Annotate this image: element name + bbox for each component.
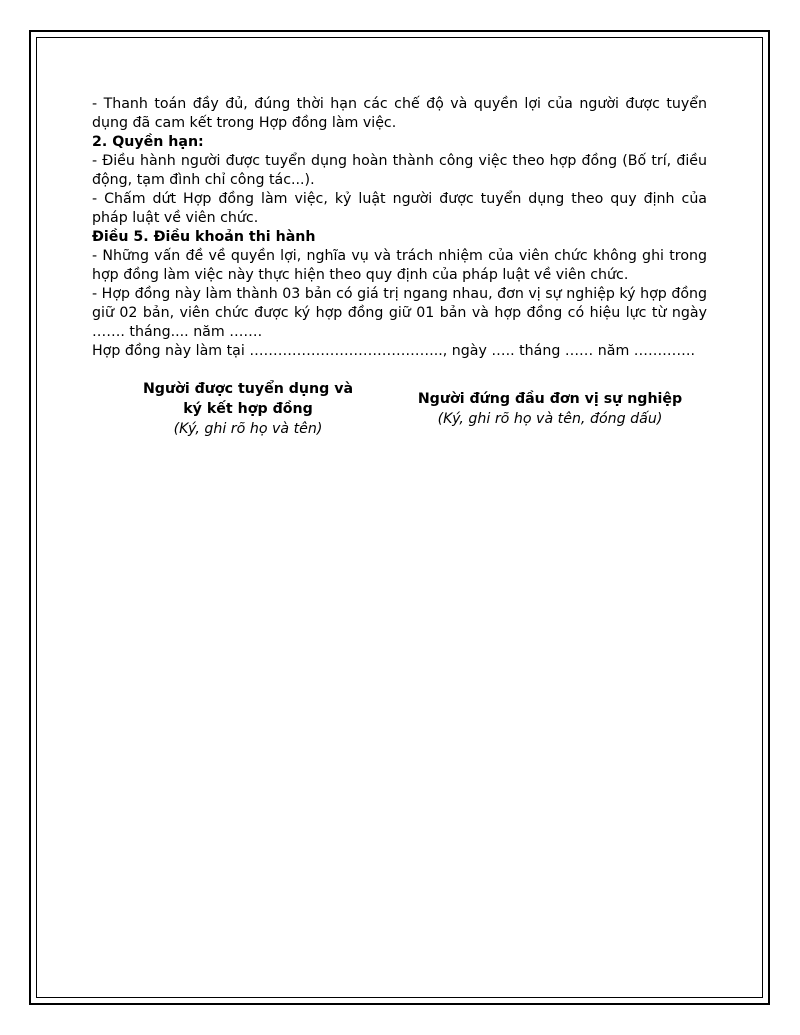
signature-role: Người đứng đầu đơn vị sự nghiệp bbox=[417, 391, 683, 407]
signature-block-head bbox=[400, 389, 700, 429]
heading-article-5: Điều 5. Điều khoản thi hành bbox=[92, 229, 316, 245]
document-body bbox=[92, 95, 707, 361]
signature-note: (Ký, ghi rõ họ và tên) bbox=[173, 421, 323, 437]
heading-rights: 2. Quyền hạn: bbox=[92, 134, 204, 150]
signature-role-line1: Người được tuyển dụng và bbox=[142, 381, 354, 397]
paragraph-other-issues: - Những vấn đề về quyền lợi, nghĩa vụ và trách nhiệm của viên chức không ghi trong hợp đồng làm việc này thực hiện theo quy định của pháp luật về viên chức. bbox=[92, 248, 707, 283]
paragraph-place-date: Hợp đồng này làm tại ………………………………….., ngày ….. tháng …… năm …………. bbox=[92, 343, 696, 359]
paragraph-copies: - Hợp đồng này làm thành 03 bản có giá trị ngang nhau, đơn vị sự nghiệp ký hợp đồng giữ 02 bản, viên chức được ký hợp đồng giữ 01 bản và hợp đồng có hiệu lực từ ngày ……. tháng.... năm ……. bbox=[92, 286, 707, 340]
signature-block-employee bbox=[120, 379, 376, 439]
signature-note: (Ký, ghi rõ họ và tên, đóng dấu) bbox=[437, 411, 663, 427]
signature-role-line2: ký kết hợp đồng bbox=[183, 401, 313, 417]
paragraph-payment: - Thanh toán đầy đủ, đúng thời hạn các chế độ và quyền lợi của người được tuyển dụng đã cam kết trong Hợp đồng làm việc. bbox=[92, 96, 707, 131]
paragraph-manage: - Điều hành người được tuyển dụng hoàn thành công việc theo hợp đồng (Bố trí, điều động, tạm đình chỉ công tác...). bbox=[92, 153, 707, 188]
paragraph-terminate: - Chấm dứt Hợp đồng làm việc, kỷ luật người được tuyển dụng theo quy định của pháp luật về viên chức. bbox=[92, 191, 707, 226]
